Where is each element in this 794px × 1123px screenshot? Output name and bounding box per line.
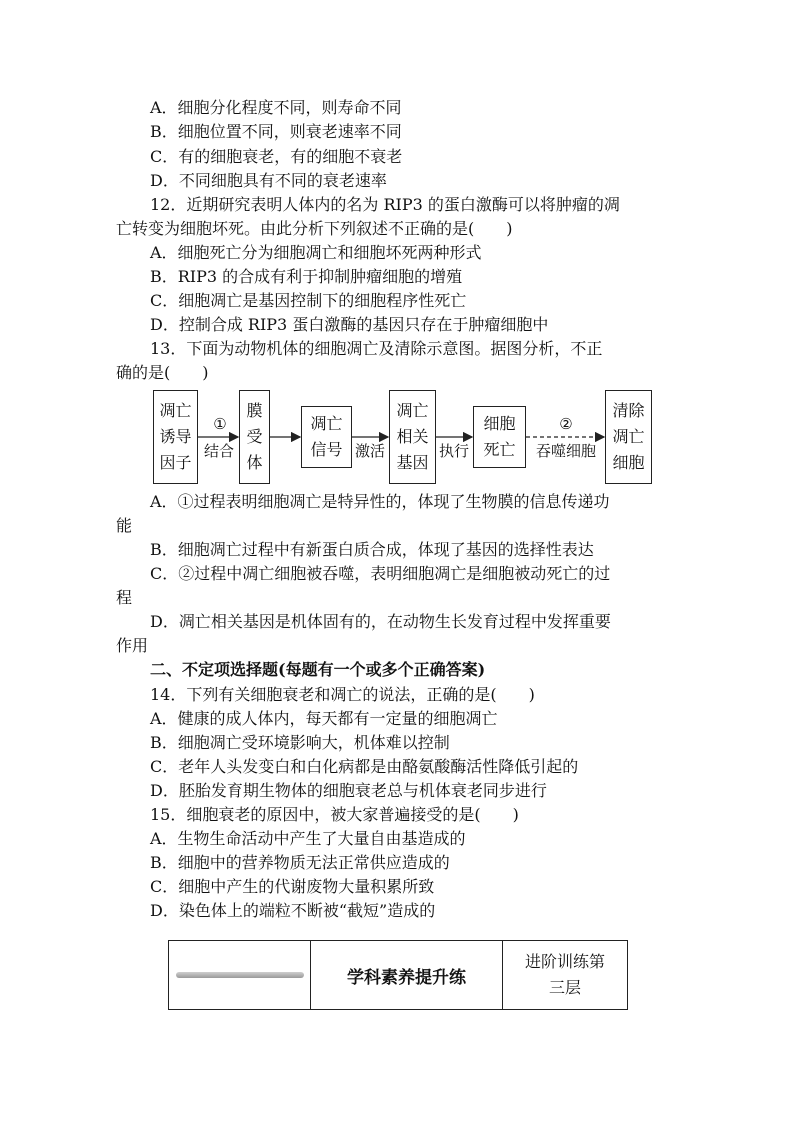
label-activate: 激活 [354,442,385,460]
banner-level-line2: 三层 [548,978,581,997]
label-step-2: ② [559,415,573,433]
q15-option-c: C．细胞中产生的代谢废物大量积累所致 [150,877,435,896]
q11-option-a: A．细胞分化程度不同，则寿命不同 [150,98,402,117]
label-phagocyte: 吞噬细胞 [535,442,596,460]
q12-option-d: D．控制合成 RIP3 蛋白激酶的基因只存在于肿瘤细胞中 [150,315,549,334]
q14-option-b: B．细胞凋亡受环境影响大，机体难以控制 [150,733,450,752]
q15-option-b: B．细胞中的营养物质无法正常供应造成的 [150,853,450,872]
label-step-1: ① [213,415,227,433]
box-cell-death: 细胞 死亡 [473,406,526,468]
banner-level-cell [503,941,627,1009]
q13-option-c-line1: C．②过程中凋亡细胞被吞噬，表明细胞凋亡是细胞被动死亡的过 [150,564,611,583]
q12-option-a: A．细胞死亡分为细胞凋亡和细胞坏死两种形式 [150,243,482,262]
banner-level-line1: 进阶训练第 [524,952,605,971]
q11-option-d: D．不同细胞具有不同的衰老速率 [150,171,387,190]
section-banner [168,940,628,1010]
q12-option-b: B．RIP3 的合成有利于抑制肿瘤细胞的增殖 [150,267,463,286]
section-heading: 二、不定项选择题(每题有一个或多个正确答案) [150,660,486,679]
q13-option-a-line2: 能 [116,516,133,535]
q11-option-b: B．细胞位置不同，则衰老速率不同 [150,122,402,141]
q12-stem-line2: 亡转变为细胞坏死。由此分析下列叙述不正确的是( ) [116,219,513,238]
q13-stem-line1: 13．下面为动物机体的细胞凋亡及清除示意图。据图分析，不正 [150,339,603,358]
q11-option-c: C．有的细胞衰老，有的细胞不衰老 [150,147,403,166]
q13-stem-line2: 确的是( ) [116,363,209,382]
q15-stem: 15．细胞衰老的原因中，被大家普遍接受的是( ) [150,805,519,824]
banner-title-cell [311,941,503,1009]
label-bind: 结合 [203,442,234,460]
label-execute: 执行 [438,442,469,460]
q13-option-a-line1: A．①过程表明细胞凋亡是特异性的，体现了生物膜的信息传递功 [150,492,610,511]
box-membrane-receptor: 膜 受 体 [239,390,270,484]
q14-option-d: D．胚胎发育期生物体的细胞衰老总与机体衰老同步进行 [150,781,547,800]
q14-option-a: A．健康的成人体内，每天都有一定量的细胞凋亡 [150,709,498,728]
q12-stem-line1: 12．近期研究表明人体内的名为 RIP3 的蛋白激酶可以将肿瘤的凋 [150,195,620,214]
q13-option-d-line1: D．凋亡相关基因是机体固有的，在动物生长发育过程中发挥重要 [150,612,611,631]
decorative-bar [176,972,304,978]
banner-decoration [169,941,311,1009]
box-apoptosis-genes: 凋亡 相关 基因 [389,390,436,484]
q15-option-d: D．染色体上的端粒不断被“截短”造成的 [150,901,436,920]
box-apoptosis-inducer: 凋亡 诱导 因子 [153,390,198,484]
box-clear-apoptotic-cells: 清除 凋亡 细胞 [605,390,652,484]
q15-option-a: A．生物生命活动中产生了大量自由基造成的 [150,829,466,848]
q12-option-c: C．细胞凋亡是基因控制下的细胞程序性死亡 [150,291,467,310]
box-apoptosis-signal: 凋亡 信号 [301,406,352,468]
q14-option-c: C．老年人头发变白和白化病都是由酪氨酸酶活性降低引起的 [150,757,579,776]
q14-stem: 14．下列有关细胞衰老和凋亡的说法，正确的是( ) [150,685,535,704]
q13-option-d-line2: 作用 [116,636,149,655]
q13-option-b: B．细胞凋亡过程中有新蛋白质合成，体现了基因的选择性表达 [150,540,594,559]
q13-option-c-line2: 程 [116,588,133,607]
banner-title: 学科素养提升练 [347,967,466,988]
